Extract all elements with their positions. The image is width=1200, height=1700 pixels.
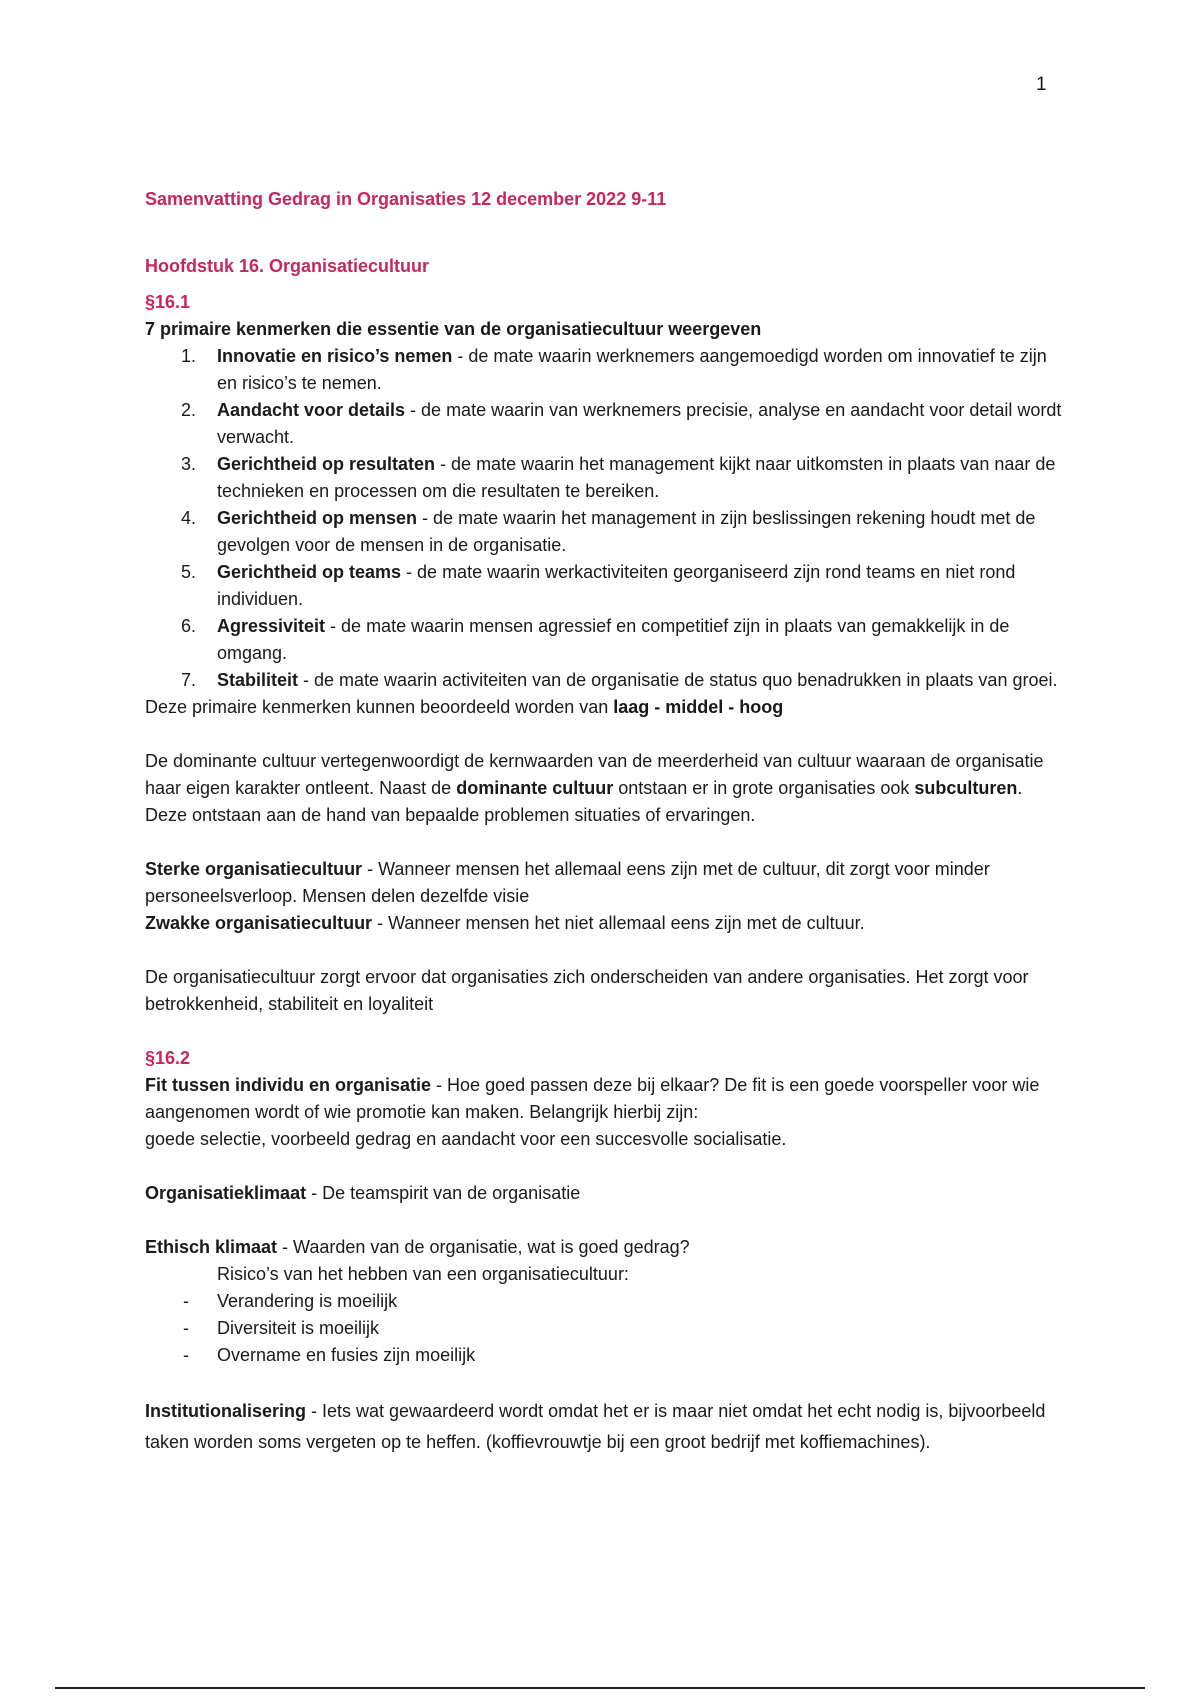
list-text: - de mate waarin werkactiviteiten georganiseerd zijn rond teams en niet rond individuen. xyxy=(217,562,1016,609)
climate-text: - De teamspirit van de organisatie xyxy=(306,1183,581,1203)
list-text: Overname en fusies zijn moeilijk xyxy=(217,1345,476,1365)
institutionalization-paragraph xyxy=(145,1396,1065,1458)
list-text: - de mate waarin van werknemers precisie, analyse en aandacht voor detail wordt verwacht. xyxy=(217,400,1062,447)
characteristics-list xyxy=(145,343,1065,694)
weak-culture-term: Zwakke organisatiecultuur xyxy=(145,913,373,933)
fit-term: Fit tussen individu en organisatie xyxy=(145,1075,432,1095)
risks-intro: Risico’s van het hebben van een organisatiecultuur: xyxy=(217,1264,629,1284)
paragraph-text: De dominante cultuur vertegenwoordigt de kernwaarden van de meerderheid van cultuur waaraan de organisatie haar eigen karakter ontleent. Naast de xyxy=(145,751,1044,798)
strong-culture-text: - Wanneer mensen het allemaal eens zijn met de cultuur, dit zorgt voor minder personeelsverloop. Mensen delen dezelfde visie xyxy=(145,859,990,906)
rating-line xyxy=(145,694,1065,721)
list-dash: - xyxy=(183,1345,189,1365)
list-number: 2. xyxy=(181,400,197,420)
list-text: Diversiteit is moeilijk xyxy=(217,1318,380,1338)
strong-culture-paragraph xyxy=(145,856,1065,910)
list-item xyxy=(145,1342,1065,1369)
climate-paragraph xyxy=(145,1180,1065,1207)
ethical-paragraph xyxy=(145,1234,1065,1261)
institutionalization-term: Institutionalisering xyxy=(145,1401,307,1421)
list-item xyxy=(145,559,1065,613)
section-label-16-1: §16.1 xyxy=(145,292,191,312)
paragraph-text: . Deze ontstaan aan de hand van bepaalde problemen situaties of ervaringen. xyxy=(145,778,1023,825)
list-text: - de mate waarin het management in zijn beslissingen rekening houdt met de gevolgen voor de mensen in de organisatie. xyxy=(217,508,1036,555)
list-term: Stabiliteit xyxy=(217,670,299,690)
institutionalization-text: - Iets wat gewaardeerd wordt omdat het er is maar niet omdat het echt nodig is, bijvoorbeeld taken worden soms vergeten op te heffen. (koffievrouwtje bij een groot bedrijf met koffiemachines). xyxy=(145,1401,1046,1452)
strong-culture-term: Sterke organisatiecultuur xyxy=(145,859,363,879)
list-number: 1. xyxy=(181,346,197,366)
list-text: - de mate waarin mensen agressief en competitief zijn in plaats van gemakkelijk in de omgang. xyxy=(217,616,1010,663)
list-dash: - xyxy=(183,1291,189,1311)
list-term: Gerichtheid op mensen xyxy=(217,508,418,528)
rating-scale: laag - middel - hoog xyxy=(613,697,784,717)
dominant-culture-term: dominante cultuur xyxy=(456,778,614,798)
rating-prefix: Deze primaire kenmerken kunnen beoordeeld worden van xyxy=(145,697,614,717)
list-item xyxy=(145,397,1065,451)
paragraph-text: ontstaan er in grote organisaties ook xyxy=(613,778,915,798)
document-body xyxy=(145,186,1065,1458)
page-number: 1 xyxy=(1036,74,1047,95)
list-item xyxy=(145,613,1065,667)
list-dash: - xyxy=(183,1318,189,1338)
ethical-text: - Waarden van de organisatie, wat is goed gedrag? xyxy=(277,1237,690,1257)
dominant-culture-paragraph xyxy=(145,748,1065,829)
weak-culture-text: - Wanneer mensen het niet allemaal eens zijn met de cultuur. xyxy=(372,913,865,933)
risks-list xyxy=(145,1288,1065,1369)
list-text: - de mate waarin het management kijkt naar uitkomsten in plaats van naar de technieken en processen om die resultaten te bereiken. xyxy=(217,454,1056,501)
list-item xyxy=(145,667,1065,694)
chapter-title: Hoofdstuk 16. Organisatiecultuur xyxy=(145,256,430,276)
section-heading: 7 primaire kenmerken die essentie van de organisatiecultuur weergeven xyxy=(145,319,762,339)
list-term: Gerichtheid op teams xyxy=(217,562,402,582)
bottom-divider xyxy=(55,1687,1145,1689)
list-number: 6. xyxy=(181,616,197,636)
list-item xyxy=(145,505,1065,559)
ethical-term: Ethisch klimaat xyxy=(145,1237,278,1257)
subcultures-term: subculturen xyxy=(914,778,1018,798)
list-number: 7. xyxy=(181,670,197,690)
list-term: Aandacht voor details xyxy=(217,400,406,420)
list-text: Verandering is moeilijk xyxy=(217,1291,398,1311)
list-item xyxy=(145,451,1065,505)
document-title: Samenvatting Gedrag in Organisaties 12 december 2022 9-11 xyxy=(145,189,667,209)
list-item xyxy=(145,343,1065,397)
list-text: - de mate waarin werknemers aangemoedigd worden om innovatief te zijn en risico’s te nemen. xyxy=(217,346,1047,393)
list-term: Gerichtheid op resultaten xyxy=(217,454,436,474)
distinction-paragraph: De organisatiecultuur zorgt ervoor dat organisaties zich onderscheiden van andere organisaties. Het zorgt voor betrokkenheid, stabiliteit en loyaliteit xyxy=(145,967,1029,1014)
list-number: 3. xyxy=(181,454,197,474)
list-number: 4. xyxy=(181,508,197,528)
weak-culture-paragraph xyxy=(145,910,1065,937)
list-item xyxy=(145,1315,1065,1342)
list-item xyxy=(145,1288,1065,1315)
climate-term: Organisatieklimaat xyxy=(145,1183,307,1203)
section-label-16-2: §16.2 xyxy=(145,1048,191,1068)
list-term: Innovatie en risico’s nemen xyxy=(217,346,453,366)
fit-line-2: goede selectie, voorbeeld gedrag en aandacht voor een succesvolle socialisatie. xyxy=(145,1129,787,1149)
list-number: 5. xyxy=(181,562,197,582)
fit-paragraph xyxy=(145,1072,1065,1126)
list-term: Agressiviteit xyxy=(217,616,326,636)
fit-text: - Hoe goed passen deze bij elkaar? De fit is een goede voorspeller voor wie aangenomen wordt of wie promotie kan maken. Belangrijk hierbij zijn: xyxy=(145,1075,1040,1122)
list-text: - de mate waarin activiteiten van de organisatie de status quo benadrukken in plaats van groei. xyxy=(298,670,1058,690)
